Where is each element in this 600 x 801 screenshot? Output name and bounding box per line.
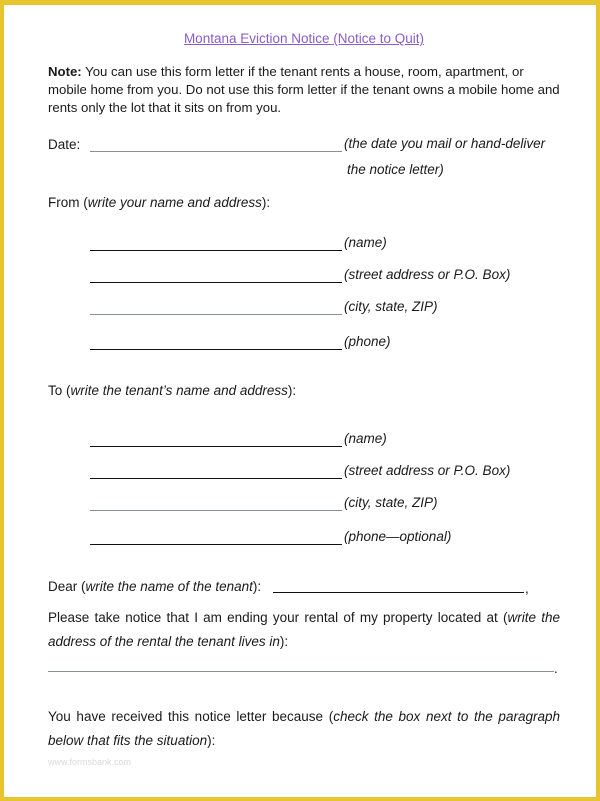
from-name-field[interactable] <box>90 250 342 251</box>
notice-text: Please take notice that I am ending your rental of my property located at ( <box>48 610 508 625</box>
tenant-name-field[interactable] <box>273 592 524 593</box>
from-label <box>48 194 270 212</box>
to-phone-hint: (phone—optional) <box>344 529 452 544</box>
date-label: Date: <box>48 137 81 152</box>
to-label-suffix: ): <box>287 383 297 398</box>
from-label-prefix: From ( <box>48 195 88 210</box>
date-hint-1: (the date you mail or hand-deliver <box>344 136 546 151</box>
notice-italic: write the address of the rental the tenant lives in <box>48 610 560 649</box>
to-city-hint: (city, state, ZIP) <box>344 495 438 510</box>
received-end: ): <box>207 733 216 748</box>
received-text: You have received this notice letter because ( <box>48 709 334 724</box>
date-field[interactable] <box>90 151 342 152</box>
to-label-prefix: To ( <box>48 383 71 398</box>
date-hint-2: the notice letter) <box>347 162 444 177</box>
to-name-field[interactable] <box>90 446 342 447</box>
from-street-hint: (street address or P.O. Box) <box>344 267 511 282</box>
dear-suffix: ): <box>252 579 262 594</box>
dear-label <box>48 578 261 596</box>
address-line-period: . <box>554 661 558 676</box>
to-phone-field[interactable] <box>90 544 342 545</box>
rental-address-field[interactable] <box>48 671 554 672</box>
from-city-field[interactable] <box>90 314 342 315</box>
from-city-hint: (city, state, ZIP) <box>344 299 438 314</box>
to-label-italic: write the tenant’s name and address <box>70 383 288 398</box>
received-paragraph <box>48 705 560 753</box>
to-street-hint: (street address or P.O. Box) <box>344 463 511 478</box>
notice-end: ): <box>279 634 289 649</box>
to-city-field[interactable] <box>90 510 342 511</box>
note-label: Note: <box>48 64 82 79</box>
from-phone-field[interactable] <box>90 349 342 350</box>
from-label-italic: write your name and address <box>87 195 262 210</box>
from-name-hint: (name) <box>344 235 387 250</box>
dear-italic: write the name of the tenant <box>85 579 253 594</box>
received-italic: check the box next to the paragraph below that fits the situation <box>48 709 560 748</box>
watermark: www.formsbank.com <box>48 757 132 767</box>
from-label-suffix: ): <box>261 195 271 210</box>
dear-comma: , <box>525 581 529 596</box>
from-phone-hint: (phone) <box>344 334 391 349</box>
to-name-hint: (name) <box>344 431 387 446</box>
to-label <box>48 382 296 400</box>
dear-prefix: Dear ( <box>48 579 86 594</box>
to-street-field[interactable] <box>90 478 342 479</box>
document-title: Montana Eviction Notice (Notice to Quit) <box>183 31 425 46</box>
notice-paragraph <box>48 606 560 654</box>
note-paragraph <box>48 63 560 117</box>
from-street-field[interactable] <box>90 282 342 283</box>
note-text: You can use this form letter if the tenant rents a house, room, apartment, or mobile home from you. Do not use this form letter if the tenant owns a mobile home and rents only the lot that it sits on from you. <box>48 64 560 115</box>
